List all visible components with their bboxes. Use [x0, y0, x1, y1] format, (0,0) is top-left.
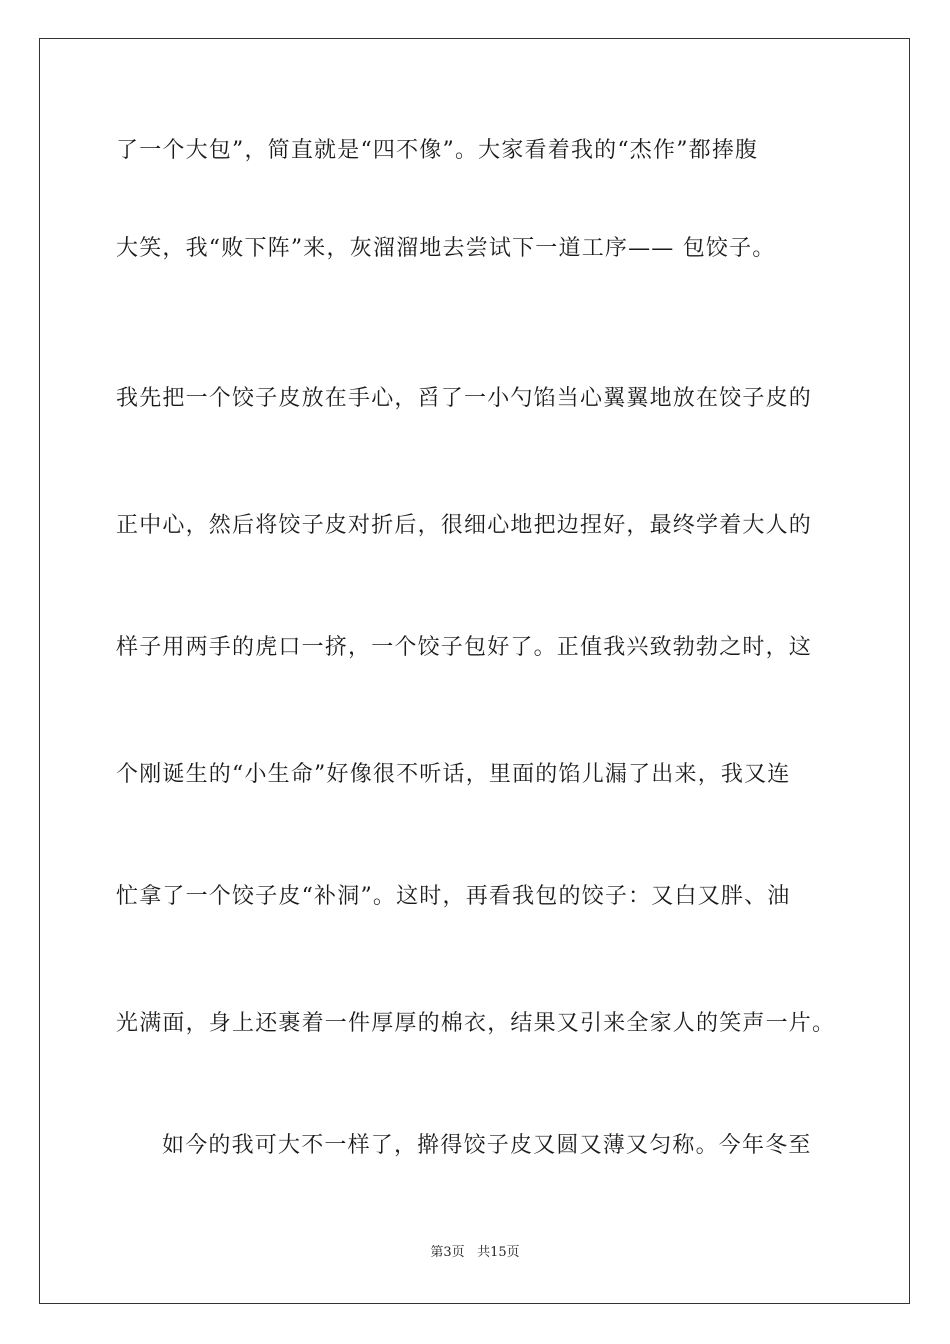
page-number: 第3页: [430, 1245, 465, 1260]
page-border: [39, 38, 910, 1304]
text-line-1: 了一个大包”，简直就是“四不像”。大家看着我的“杰作”都捧腹: [116, 138, 759, 163]
text-line-6: 个刚诞生的“小生命”好像很不听话，里面的馅儿漏了出来，我又连: [116, 762, 791, 787]
text-line-5: 样子用两手的虎口一挤，一个饺子包好了。正值我兴致勃勃之时，这: [116, 635, 813, 660]
page-total: 共15页: [477, 1245, 520, 1260]
text-line-7: 忙拿了一个饺子皮“补洞”。这时，再看我包的饺子：又白又胖、油: [116, 884, 791, 909]
text-line-9: 如今的我可大不一样了，擀得饺子皮又圆又薄又匀称。今年冬至: [162, 1133, 812, 1158]
text-line-2: 大笑，我“败下阵”来，灰溜溜地去尝试下一道工序—— 包饺子。: [116, 236, 776, 261]
text-line-8: 光满面，身上还裹着一件厚厚的棉衣，结果又引来全家人的笑声一片。: [116, 1011, 836, 1036]
text-line-4: 正中心，然后将饺子皮对折后，很细心地把边捏好，最终学着大人的: [116, 513, 813, 538]
text-line-3: 我先把一个饺子皮放在手心，舀了一小勺馅当心翼翼地放在饺子皮的: [116, 386, 813, 411]
page-footer: [0, 1244, 950, 1262]
